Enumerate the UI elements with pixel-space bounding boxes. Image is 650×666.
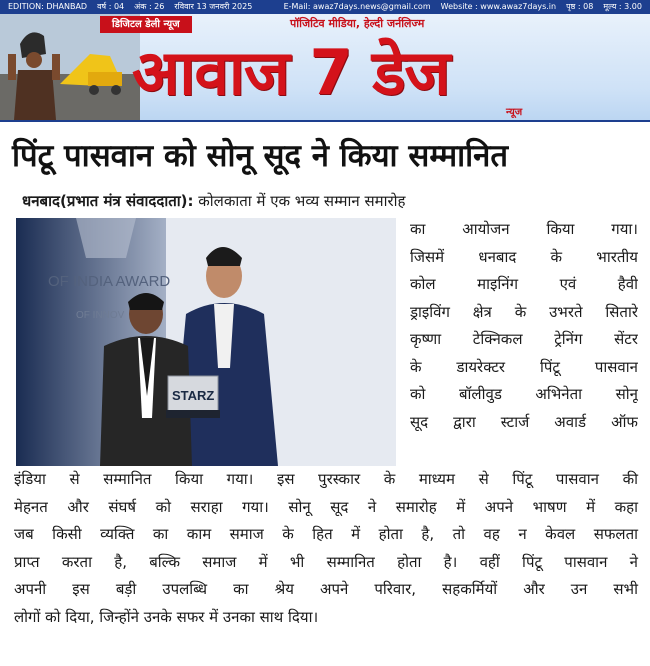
column-line: कृष्णा टेक्निकल ट्रेनिंग सेंटर bbox=[410, 330, 638, 348]
body-line: प्राप्त करता है, बल्कि समाज में भी सम्मानित होता है। वहीं पिंटू पासवान ने bbox=[14, 552, 638, 571]
email-label: E-Mail: awaz7days.news@gmail.com bbox=[283, 2, 431, 11]
masthead bbox=[0, 0, 650, 122]
header-banner bbox=[0, 14, 650, 120]
website-label: Website : www.awaz7days.in bbox=[440, 2, 557, 11]
date-label: रविवार 13 जनवरी 2025 bbox=[174, 2, 253, 11]
column-line: कोल माइनिंग एवं हैवी bbox=[410, 275, 638, 293]
column-line: को बॉलीवुड अभिनेता सोनू bbox=[410, 385, 638, 403]
newspaper-title: आवाज 7 डेज bbox=[132, 36, 450, 109]
year-label: वर्ष : 04 bbox=[97, 2, 125, 11]
news-tag: न्यूज bbox=[506, 107, 523, 118]
edition-bar bbox=[0, 0, 650, 14]
edition-label: EDITION: DHANBAD bbox=[8, 2, 88, 11]
body-line: अपनी इस बड़ी उपलब्धि का श्रेय अपने परिवार, सहकर्मियों और उन सभी bbox=[14, 580, 638, 598]
masthead-tagline: पॉजिटिव मीडिया, हेल्दी जर्नलिज्म bbox=[290, 17, 425, 30]
article-column-text bbox=[410, 216, 638, 464]
price-label: मूल्य : 3.00 bbox=[603, 2, 642, 11]
column-line: जिसमें धनबाद के भारतीय bbox=[410, 247, 638, 266]
body-line: लोगों को दिया, जिन्होंने उनके सफर में उनका साथ दिया। bbox=[14, 607, 319, 626]
article-byline: धनबाद(प्रभात मंत्र संवाददाता): bbox=[22, 192, 194, 210]
body-line: जब किसी व्यक्ति का काम समाज के हित में होता है, तो वह न केवल सफलता bbox=[14, 525, 638, 543]
body-line: मेहनत और संघर्ष को सराहा गया। सोनू सूद ने समारोह में अपने भाषण में कहा bbox=[14, 497, 638, 516]
backdrop-text: OF INDIA AWARD bbox=[48, 273, 171, 290]
column-line: के डायरेक्टर पिंटू पासवान bbox=[410, 357, 638, 376]
article-headline: पिंटू पासवान को सोनू सूद ने किया सम्मानित bbox=[12, 138, 509, 174]
issue-label: अंक : 26 bbox=[134, 2, 165, 11]
byline-line bbox=[22, 188, 638, 216]
byline-text: कोलकाता में एक भव्य सम्मान समारोह bbox=[198, 192, 406, 210]
column-line: ड्राइविंग क्षेत्र के उभरते सितारे bbox=[410, 302, 638, 321]
column-line: सूद द्वारा स्टार्ज अवार्ड ऑफ bbox=[410, 412, 638, 431]
article-body bbox=[14, 466, 638, 662]
trophy-text: STARZ bbox=[172, 388, 215, 403]
pages-label: पृष्ठ : 08 bbox=[566, 2, 594, 11]
column-line: का आयोजन किया गया। bbox=[410, 220, 638, 238]
digital-daily-badge: डिजिटल डेली न्यूज bbox=[100, 16, 192, 33]
backdrop-subtext: OF INNOV bbox=[76, 310, 125, 321]
award-photo bbox=[16, 218, 396, 466]
masthead-rule bbox=[0, 120, 650, 122]
body-line: इंडिया से सम्मानित किया गया। इस पुरस्कार के माध्यम से पिंटू पासवान की bbox=[14, 470, 638, 488]
